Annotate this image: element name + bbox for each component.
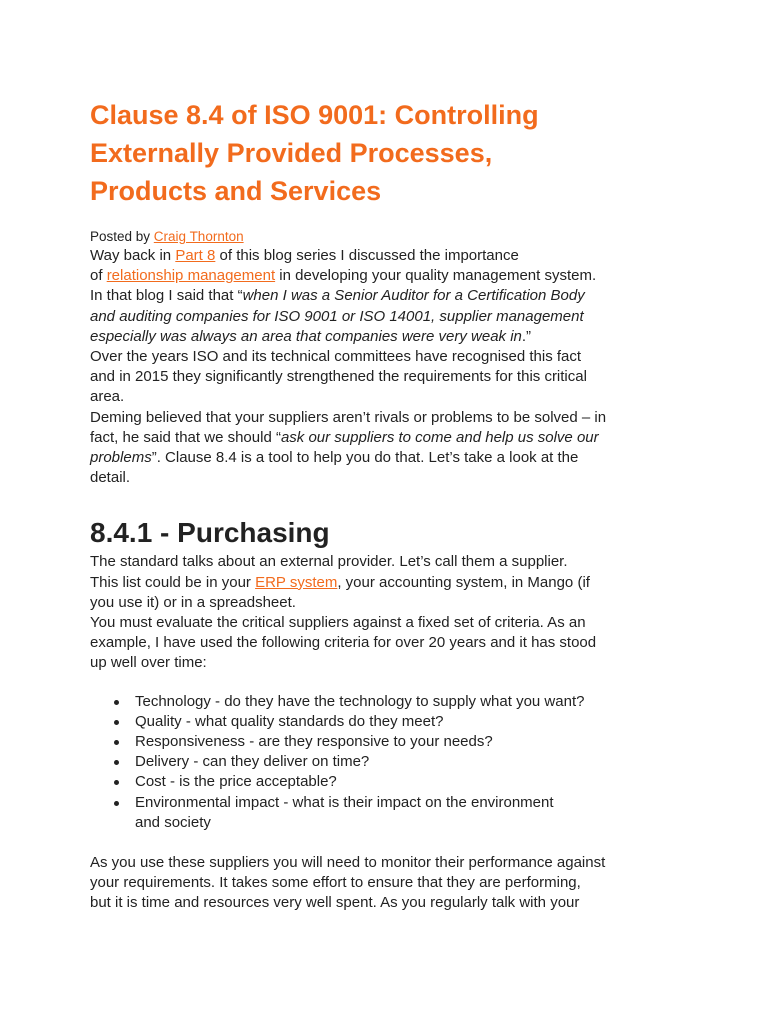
quote-text: problems (90, 449, 152, 467)
criteria-text: Quality - what quality standards do they meet? (135, 712, 444, 730)
text-line: your requirements. It takes some effort to ensure that they are performing, (90, 874, 581, 892)
text-run: , your accounting system, in Mango (if (337, 573, 590, 591)
quote-text: ask our suppliers to come and help us solve our (280, 428, 599, 446)
quote-text: especially was always an area that companies were very weak in (90, 327, 522, 345)
text-line: and in 2015 they significantly strengthened the requirements for this critical (90, 368, 587, 386)
supplier-paragraph (90, 552, 690, 613)
author-link[interactable]: Craig Thornton (153, 229, 244, 244)
text-line: up well over time: (90, 654, 207, 672)
criteria-text: Cost - is the price acceptable? (135, 773, 337, 791)
monitoring-paragraph (90, 853, 690, 914)
article-body (90, 246, 690, 914)
text-run: This list could be in your (90, 573, 256, 591)
text-run: ”. Clause 8.4 is a tool to help you do that. Let’s take a look at the (151, 449, 579, 467)
list-item (135, 752, 690, 772)
criteria-text: Technology - do they have the technology to supply what you want? (135, 692, 585, 710)
text-line: detail. (90, 469, 131, 487)
intro-paragraph (90, 246, 690, 347)
criteria-text: Delivery - can they deliver on time? (135, 753, 370, 771)
text-run: In that blog I said that “ (90, 287, 243, 305)
erp-system-link[interactable]: ERP system (255, 573, 338, 591)
list-item (135, 692, 690, 712)
byline (90, 228, 690, 246)
text-line: you use it) or in a spreadsheet. (90, 593, 296, 611)
text-line: Deming believed that your suppliers aren’t rivals or problems to be solved – in (90, 408, 607, 426)
byline-prefix: Posted by (90, 229, 154, 244)
article (90, 96, 690, 914)
criteria-text: Environmental impact - what is their impact on the environment (135, 793, 554, 811)
text-line: Over the years ISO and its technical committees have recognised this fact (90, 348, 582, 366)
text-run: Way back in (90, 247, 176, 264)
list-item (135, 712, 690, 732)
text-run: fact, he said that we should “ (90, 428, 281, 446)
text-run: of (90, 267, 107, 285)
criteria-text: and society (135, 813, 211, 831)
text-line: area. (90, 388, 125, 406)
list-item (135, 793, 690, 833)
list-item (135, 772, 690, 792)
text-run: in developing your quality management system. (275, 267, 597, 285)
part-8-link[interactable]: Part 8 (175, 247, 216, 264)
deming-paragraph (90, 408, 690, 489)
section-heading: 8.4.1 - Purchasing (90, 517, 330, 549)
text-line: The standard talks about an external provider. Let’s call them a supplier. (90, 553, 568, 571)
list-item (135, 732, 690, 752)
text-line: example, I have used the following criteria for over 20 years and it has stood (90, 634, 597, 652)
text-line: As you use these suppliers you will need to monitor their performance against (90, 854, 606, 872)
title-line: Products and Services (90, 176, 382, 206)
text-run: .” (521, 327, 532, 345)
text-line: You must evaluate the critical suppliers against a fixed set of criteria. As an (90, 614, 586, 632)
text-run: of this blog series I discussed the importance (215, 247, 519, 264)
title-line: Clause 8.4 of ISO 9001: Controlling (90, 100, 539, 130)
criteria-list (90, 692, 690, 833)
evaluation-paragraph (90, 613, 690, 674)
relationship-management-link[interactable]: relationship management (106, 267, 276, 285)
text-line: but it is time and resources very well spent. As you regularly talk with your (90, 894, 580, 912)
article-title (90, 96, 690, 210)
title-line: Externally Provided Processes, (90, 138, 493, 168)
criteria-text: Responsiveness - are they responsive to your needs? (135, 733, 493, 751)
iso-recognition-paragraph (90, 347, 690, 408)
quote-text: when I was a Senior Auditor for a Certification Body (242, 287, 585, 305)
quote-text: and auditing companies for ISO 9001 or ISO 14001, supplier management (90, 307, 584, 325)
